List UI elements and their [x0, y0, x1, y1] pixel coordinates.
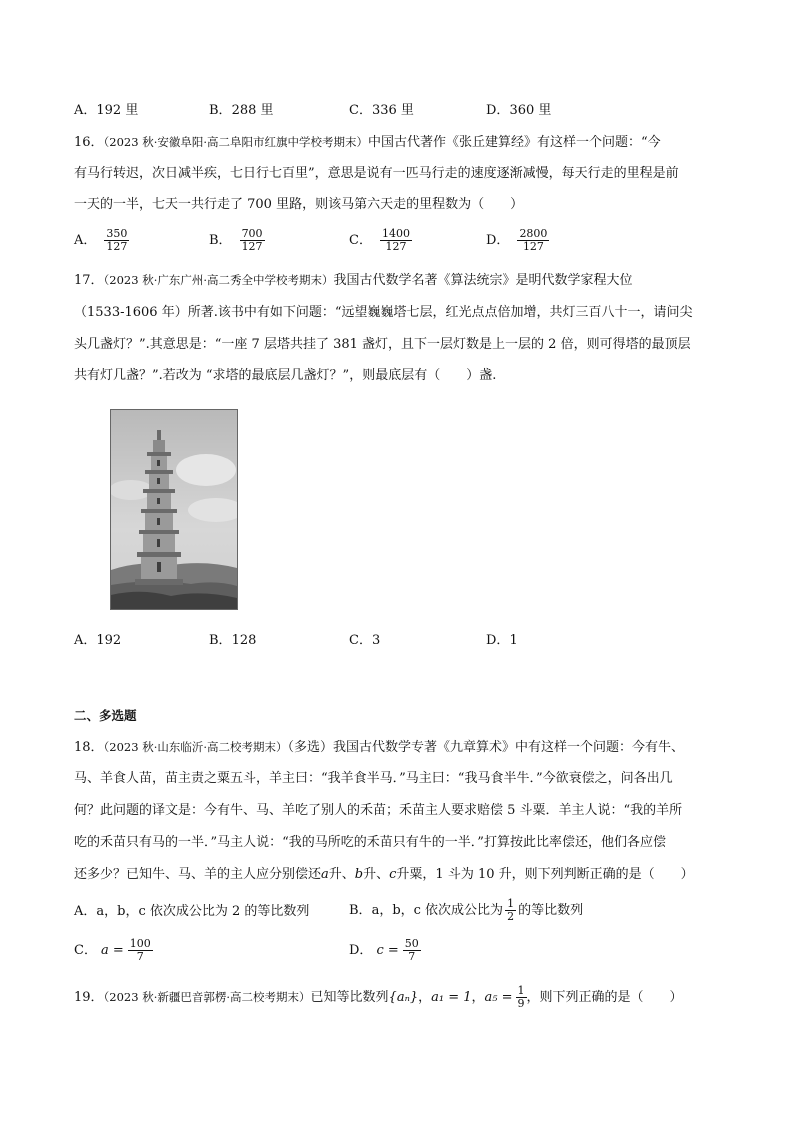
- q18-line-1: 18．（2023 秋·山东临沂·高二校考期末）（多选）我国古代数学专著《九章算术》中有这样一个问题：今有牛、: [74, 740, 685, 755]
- q18-option-b: B．a，b，c 依次成公比为 $\frac{1}{2}$ 的等比数列: [349, 897, 584, 923]
- fraction: $\frac{2800}{127}$: [519, 227, 548, 253]
- question-number: 19．: [74, 990, 104, 1005]
- q15-option-a: A．192 里: [74, 103, 139, 118]
- q18-line-4: 吃的禾苗只有马的一半．”马主人说：“我的马所吃的禾苗只有牛的一半．”打算按此比率偿还，他们各应偿: [74, 835, 666, 850]
- q17-line-4: 共有灯几盏？”.若改为 “求塔的最底层几盏灯？”，则最底层有（ ）盏.: [74, 368, 497, 383]
- q15-option-d: D．360 里: [486, 103, 552, 118]
- fraction: $\frac{1400}{127}$: [381, 227, 410, 253]
- q18-option-c: C． a = $\frac{100}{7}$: [74, 937, 151, 963]
- q18-line-3: 何？此问题的译文是：今有牛、马、羊吃了别人的禾苗；禾苗主人要求赔偿 5 斗粟．羊主人说：“我的羊所: [74, 803, 683, 818]
- fraction: $\frac{350}{127}$: [106, 227, 128, 253]
- q16-line-2: 有马行转迟，次日减半疾，七日行七百里”，意思是说有一匹马行走的速度逐渐减慢，每天行走的里程是前: [74, 166, 679, 181]
- q16-option-b: B． $\frac{700}{127}$: [209, 227, 263, 253]
- q19-line-1: 19．（2023 秋·新疆巴音郭楞·高二校考期末）已知等比数列{aₙ}，a₁ = 1，a₅ = $\frac{1}{9}$ ，则下列正确的是（ ）: [74, 984, 683, 1010]
- fraction: $\frac{1}{9}$: [517, 984, 525, 1010]
- question-source: （2023 秋·广东广州·高二秀全中学校考期末）: [103, 273, 334, 287]
- q17-line-1: 17．（2023 秋·广东广州·高二秀全中学校考期末）我国古代数学名著《算法统宗》是明代数学家程大位: [74, 273, 633, 288]
- q17-line-2: （1533-1606 年）所著.该书中有如下问题：“远望巍巍塔七层，红光点点倍加增，共灯三百八十一，请问尖: [74, 305, 693, 320]
- q16-line-1: 16．（2023 秋·安徽阜阳·高二阜阳市红旗中学校考期末）中国古代著作《张丘建算经》有这样一个问题：“今: [74, 135, 661, 150]
- fraction: $\frac{700}{127}$: [241, 227, 263, 253]
- pagoda-photo: [110, 409, 238, 610]
- q17-option-d: D．1: [486, 633, 518, 648]
- question-number: 16．: [74, 135, 104, 150]
- q18-line-5: 还多少？已知牛、马、羊的主人应分别偿还a升、b升、c升粟，1 斗为 10 升，则下列判断正确的是（ ）: [74, 867, 694, 882]
- question-number: 17．: [74, 273, 104, 288]
- q17-option-c: C．3: [349, 633, 381, 648]
- q18-option-a: A．a，b，c 依次成公比为 2 的等比数列: [74, 904, 310, 919]
- q18-option-d: D． c = $\frac{50}{7}$: [349, 937, 419, 963]
- fraction: $\frac{1}{2}$: [507, 897, 515, 923]
- q16-option-c: C． $\frac{1400}{127}$: [349, 227, 410, 253]
- question-source: （2023 秋·新疆巴音郭楞·高二校考期末）: [103, 990, 311, 1004]
- q15-option-c: C．336 里: [349, 103, 414, 118]
- question-source: （2023 秋·山东临沂·高二校考期末）: [103, 740, 288, 754]
- q16-option-d: D． $\frac{2800}{127}$: [486, 227, 548, 253]
- q17-option-b: B．128: [209, 633, 257, 648]
- q18-line-2: 马、羊食人苗，苗主责之粟五斗，羊主曰：“我羊食半马．”马主曰：“我马食半牛．”今欲衰偿之，问各出几: [74, 771, 673, 786]
- section-heading: 二、多选题: [74, 708, 137, 723]
- fraction: $\frac{50}{7}$: [404, 937, 419, 963]
- q16-line-3: 一天的一半，七天一共行走了 700 里路，则该马第六天走的里程数为（ ）: [74, 197, 524, 212]
- question-number: 18．: [74, 740, 104, 755]
- q15-option-b: B．288 里: [209, 103, 274, 118]
- q17-option-a: A．192: [74, 633, 122, 648]
- fraction: $\frac{100}{7}$: [129, 937, 151, 963]
- q17-line-3: 头几盏灯？”.其意思是：“一座 7 层塔共挂了 381 盏灯，且下一层灯数是上一层的 2 倍，则可得塔的最顶层: [74, 337, 691, 352]
- q16-option-a: A． $\frac{350}{127}$: [74, 227, 128, 253]
- question-source: （2023 秋·安徽阜阳·高二阜阳市红旗中学校考期末）: [103, 135, 369, 149]
